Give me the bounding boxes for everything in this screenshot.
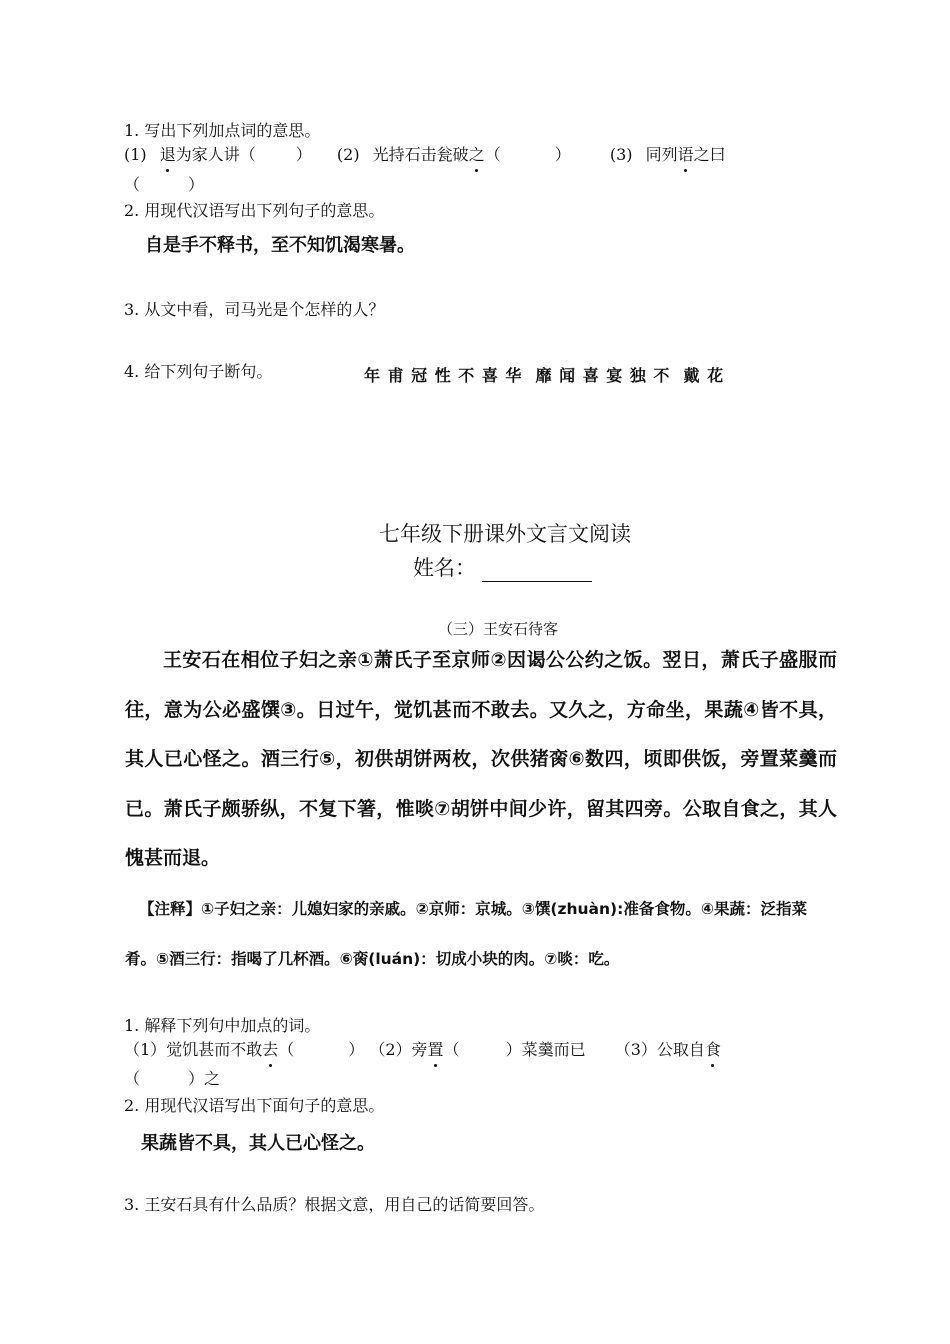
question-4-label: 4. 给下列句子断句。 <box>124 362 273 381</box>
item-text: 旁 <box>411 1040 428 1059</box>
item-number: （2） <box>369 1040 412 1059</box>
q1-answer-paren-wrap: （ ） <box>124 175 205 194</box>
name-field <box>413 552 592 582</box>
p2-q1-item-1 <box>124 1040 369 1059</box>
item-text: （ <box>443 1040 460 1059</box>
q1-item-2 <box>337 145 576 164</box>
item-number: (3) <box>609 145 633 164</box>
item-number: （3） <box>614 1040 657 1059</box>
answer-paren: ）菜羹而已 <box>505 1040 586 1059</box>
dotted-word: 食 <box>705 1037 721 1060</box>
passage-subtitle: （三）王安石待客 <box>438 620 559 638</box>
annotation-text: 【注释】①子妇之亲：儿媳妇家的亲戚。②京师：京城。③馔(zhuàn):准备食物。④果蔬：泛指菜肴。⑤酒三行：指喝了几杯酒。⑥脔(luán)：切成小块的肉。⑦啖：吃。 <box>125 900 807 968</box>
q1-item-3 <box>610 145 726 164</box>
name-blank[interactable] <box>482 563 592 582</box>
section-title: 七年级下册课外文言文阅读 <box>379 522 631 546</box>
item-text: 为家人讲（ <box>175 145 256 164</box>
annotations <box>125 884 837 984</box>
item-number: (1) <box>124 145 147 164</box>
question-2-sentence: 自是手不释书，至不知饥渴寒暑。 <box>145 235 415 256</box>
question-3-label: 3. 从文中看，司马光是个怎样的人？ <box>124 300 385 319</box>
part2-question-3-label: 3. 王安石具有什么品质？根据文意，用自己的话简要回答。 <box>124 1195 545 1214</box>
dotted-word: 之 <box>469 142 485 165</box>
answer-paren: ） <box>348 1040 365 1059</box>
item-text: 同列 <box>645 145 678 164</box>
item-text: 之曰 <box>693 145 726 164</box>
dotted-word: 语 <box>678 142 694 165</box>
part2-question-1-label: 1. 解释下列句中加点的词。 <box>124 1016 321 1035</box>
passage-text: 王安石在相位子妇之亲①萧氏子至京师②因谒公公约之饭。翌日，萧氏子盛服而往，意为公必盛馔③。日过午，觉饥甚而不敢去。又久之，方命坐，果蔬④皆不具，其人已心怪之。酒三行⑤，初供胡饼两枚，次供猪脔⑥数四，顷即供饭，旁置菜羹而已。萧氏子颇骄纵，不复下箸，惟啖⑦胡饼中间少许，留其四旁。公取自食之，其人愧甚而退。 <box>125 649 837 869</box>
item-text: 觉饥甚而不敢 <box>166 1040 263 1059</box>
dotted-word: 置 <box>428 1037 444 1060</box>
question-1-items <box>124 142 824 165</box>
q1-item-1 <box>124 145 317 164</box>
item-text: （ <box>484 145 501 164</box>
dotted-word: 退 <box>160 142 176 165</box>
name-label: 姓名： <box>413 556 476 580</box>
answer-paren: ） <box>554 145 571 164</box>
question-4-sentence: 年 甫 冠 性 不 喜 华 靡 闻 喜 宴 独 不 戴 花 <box>364 366 725 385</box>
part2-question-2-sentence: 果蔬皆不具，其人已心怪之。 <box>141 1133 375 1154</box>
item-text: （ <box>278 1040 295 1059</box>
p2-q1-answer-paren-wrap: （ ）之 <box>124 1069 221 1088</box>
passage <box>125 636 837 884</box>
answer-paren: ） <box>295 145 312 164</box>
dotted-word: 去 <box>262 1037 278 1060</box>
p2-q1-item-3 <box>615 1040 721 1059</box>
question-1-label: 1. 写出下列加点词的意思。 <box>124 121 321 140</box>
item-number: (2) <box>336 145 360 164</box>
item-number: （1） <box>124 1040 167 1059</box>
part2-question-1-items <box>124 1037 824 1060</box>
item-text: 光持石击瓮破 <box>372 145 469 164</box>
part2-question-2-label: 2. 用现代汉语写出下面句子的意思。 <box>124 1096 385 1115</box>
p2-q1-item-2 <box>369 1040 590 1059</box>
item-text: 公取自 <box>656 1040 705 1059</box>
question-2-label: 2. 用现代汉语写出下列句子的意思。 <box>124 201 385 220</box>
